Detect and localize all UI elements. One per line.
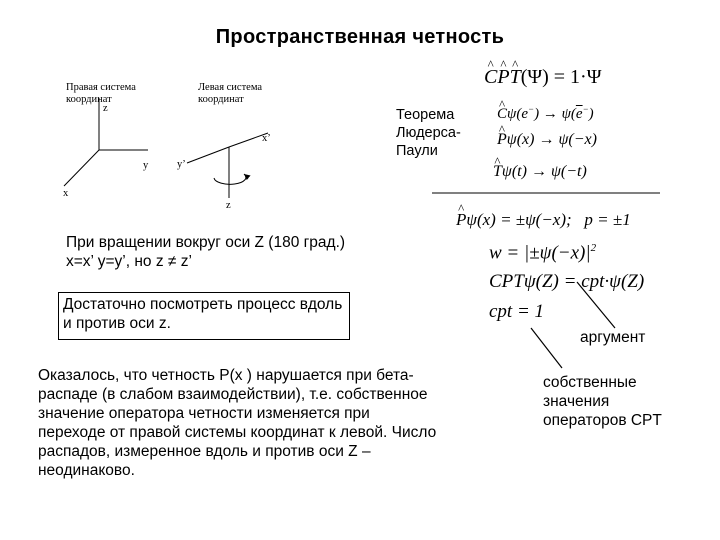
theorem-label: Теорема Людерса-Паули [396, 107, 461, 159]
c-operator-formula: ^ $C\psi(e^-) \to \psi(\overline{e}^-)$ [497, 104, 594, 123]
cpt-eigen-formula: CPTψ(Z) = cpt·ψ(Z) [489, 271, 645, 292]
rotation-text: При вращении вокруг оси Z (180 град.) x=x’ y=y’, но z ≠ z’ [66, 234, 346, 270]
p-operator-formula: ^ Pψ(x) → ψ(−x) [497, 131, 597, 149]
axis-z-label: z [103, 103, 108, 114]
parity-eigen-formula: ^ Pψ(x) = ±ψ(−x); p = ±1 [456, 210, 631, 230]
cpt-one-formula: cpt = 1 [489, 301, 545, 322]
eigenvalues-annotation: собственные значения операторов CPT [543, 374, 662, 429]
right-system-label: Правая система координат [66, 82, 136, 105]
probability-formula: $w = |\pm\psi(-x)|^2$ [489, 242, 597, 264]
cpt-formula: ^ C^ P^ T(Ψ) = 1·Ψ [484, 66, 601, 89]
eigen-arrow [531, 328, 562, 368]
axis-x-label: x [63, 188, 69, 199]
left-y-axis [187, 147, 229, 163]
main-paragraph: Оказалось, что четность P(x ) нарушается при бета-распаде (в слабом взаимодействии), т.е. собственное значение оператора четности изменяется при переходе от правой системы координат к левой. Число распадов, измеренное вдоль и против оси Z – неодинаково. [38, 367, 437, 479]
right-x-axis [64, 150, 99, 186]
axis-y-prime-label: y’ [177, 159, 186, 170]
t-operator-formula: ^ Tψ(t) → ψ(−t) [493, 163, 587, 181]
axis-z-prime-label: z [226, 200, 231, 211]
axis-x-prime-label: x’ [262, 133, 271, 144]
left-system-label: Левая система координат [198, 82, 263, 105]
axis-y-label: y [143, 160, 149, 171]
argument-annotation: аргумент [580, 329, 646, 346]
boxed-note: Достаточно посмотреть процесс вдоль и против оси z. [58, 292, 350, 340]
rotation-arrow [214, 174, 246, 184]
page-title: Пространственная четность [215, 26, 505, 48]
